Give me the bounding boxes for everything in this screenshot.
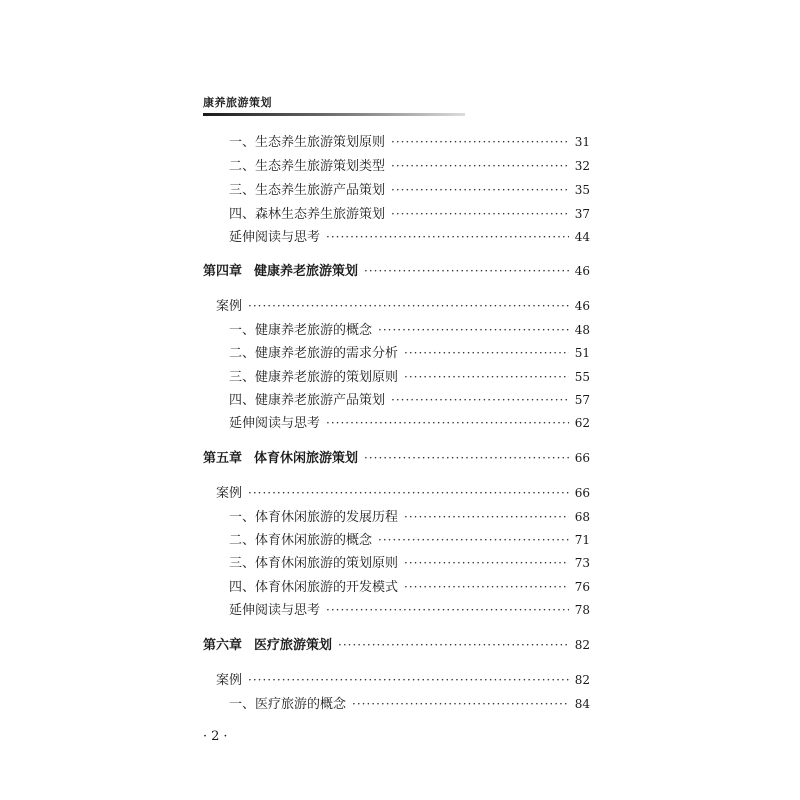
chapter-number: 第四章 xyxy=(203,264,243,279)
toc-entry[interactable] xyxy=(203,506,590,528)
dot-leader xyxy=(391,179,569,201)
toc-entry[interactable] xyxy=(203,552,590,574)
dot-leader xyxy=(364,447,569,469)
dot-leader xyxy=(404,576,569,598)
toc-entry-title: 二、健康养老旅游的需求分析 xyxy=(229,346,399,361)
toc-entry-title: 案例 xyxy=(216,299,243,314)
toc-entry-page: 31 xyxy=(574,135,590,149)
toc-entry-title: 延伸阅读与思考 xyxy=(229,230,321,245)
toc-entry[interactable] xyxy=(203,226,590,248)
toc-entry-title: 案例 xyxy=(216,486,243,501)
toc-entry[interactable] xyxy=(203,529,590,551)
chapter-title: 医疗旅游策划 xyxy=(254,638,333,653)
page-number: ·2· xyxy=(203,729,232,744)
toc-entry-page: 71 xyxy=(574,533,590,547)
dot-leader xyxy=(326,412,569,434)
toc-entry-page: 35 xyxy=(574,183,590,197)
toc-case[interactable] xyxy=(203,482,590,504)
toc-entry[interactable] xyxy=(203,131,590,153)
toc-entry-title: 一、生态养生旅游策划原则 xyxy=(229,135,386,150)
toc-entry-page: 82 xyxy=(574,638,590,652)
toc-entry-page: 44 xyxy=(574,230,590,244)
dot-leader xyxy=(248,295,569,317)
toc-entry[interactable] xyxy=(203,155,590,177)
chapter-number: 第六章 xyxy=(203,638,243,653)
toc-entry-title: 四、健康养老旅游产品策划 xyxy=(229,393,386,408)
dot-leader xyxy=(352,693,569,715)
dot-leader xyxy=(404,552,569,574)
dot-leader xyxy=(378,529,569,551)
toc-entry-page: 82 xyxy=(574,673,590,687)
dot-leader xyxy=(391,155,569,177)
toc-entry-title: 三、生态养生旅游产品策划 xyxy=(229,183,386,198)
toc-entry[interactable] xyxy=(203,203,590,225)
toc-entry-page: 37 xyxy=(574,207,590,221)
dot-leader xyxy=(404,342,569,364)
toc-entry-page: 46 xyxy=(574,299,590,313)
dot-leader xyxy=(378,319,569,341)
toc-entry-title: 一、医疗旅游的概念 xyxy=(229,697,347,712)
dot-leader xyxy=(391,389,569,411)
running-head: 康养旅游策划 xyxy=(203,96,272,109)
toc-entry-title: 延伸阅读与思考 xyxy=(229,603,321,618)
toc-entry[interactable] xyxy=(203,319,590,341)
chapter-number: 第五章 xyxy=(203,451,243,466)
chapter-title: 健康养老旅游策划 xyxy=(254,264,359,279)
header-rule xyxy=(203,113,465,116)
toc-entry[interactable] xyxy=(203,599,590,621)
dot-leader xyxy=(248,669,569,691)
toc-entry-title: 一、体育休闲旅游的发展历程 xyxy=(229,510,399,525)
toc-entry-page: 76 xyxy=(574,580,590,594)
toc-entry-page: 32 xyxy=(574,159,590,173)
toc-entry-title: 三、健康养老旅游的策划原则 xyxy=(229,370,399,385)
dot-leader xyxy=(364,260,569,282)
toc-entry-page: 66 xyxy=(574,486,590,500)
toc-entry-page: 84 xyxy=(574,697,590,711)
dot-leader xyxy=(338,634,569,656)
toc-entry[interactable] xyxy=(203,576,590,598)
toc-entry-page: 46 xyxy=(574,264,590,278)
toc-entry-title: 延伸阅读与思考 xyxy=(229,416,321,431)
toc-case[interactable] xyxy=(203,669,590,691)
toc-entry[interactable] xyxy=(203,412,590,434)
dot-leader xyxy=(391,203,569,225)
toc-entry-page: 51 xyxy=(574,346,590,360)
toc-entry-page: 48 xyxy=(574,323,590,337)
toc-entry-title: 四、体育休闲旅游的开发模式 xyxy=(229,580,399,595)
toc-entry[interactable] xyxy=(203,389,590,411)
chapter-title: 体育休闲旅游策划 xyxy=(254,451,359,466)
dot-leader xyxy=(391,131,569,153)
toc-entry[interactable] xyxy=(203,693,590,715)
toc-entry-title: 四、森林生态养生旅游策划 xyxy=(229,207,386,222)
toc-entry-page: 55 xyxy=(574,370,590,384)
dot-leader xyxy=(326,599,569,621)
toc-entry-title: 一、健康养老旅游的概念 xyxy=(229,323,373,338)
toc-entry[interactable] xyxy=(203,366,590,388)
toc-chapter[interactable] xyxy=(203,634,590,656)
toc-entry-title: 二、体育休闲旅游的概念 xyxy=(229,533,373,548)
toc-entry-page: 57 xyxy=(574,393,590,407)
toc-entry-page: 68 xyxy=(574,510,590,524)
dot-leader xyxy=(326,226,569,248)
toc-entry-page: 73 xyxy=(574,556,590,570)
toc-entry-title: 案例 xyxy=(216,673,243,688)
toc-entry[interactable] xyxy=(203,179,590,201)
toc-entry-title: 二、生态养生旅游策划类型 xyxy=(229,159,386,174)
dot-leader xyxy=(404,506,569,528)
toc-case[interactable] xyxy=(203,295,590,317)
toc-chapter[interactable] xyxy=(203,447,590,469)
dot-leader xyxy=(248,482,569,504)
toc-entry-page: 62 xyxy=(574,416,590,430)
dot-leader xyxy=(404,366,569,388)
toc-entry-page: 66 xyxy=(574,451,590,465)
toc-entry-title: 三、体育休闲旅游的策划原则 xyxy=(229,556,399,571)
toc-entry-page: 78 xyxy=(574,603,590,617)
toc-entry[interactable] xyxy=(203,342,590,364)
toc-chapter[interactable] xyxy=(203,260,590,282)
